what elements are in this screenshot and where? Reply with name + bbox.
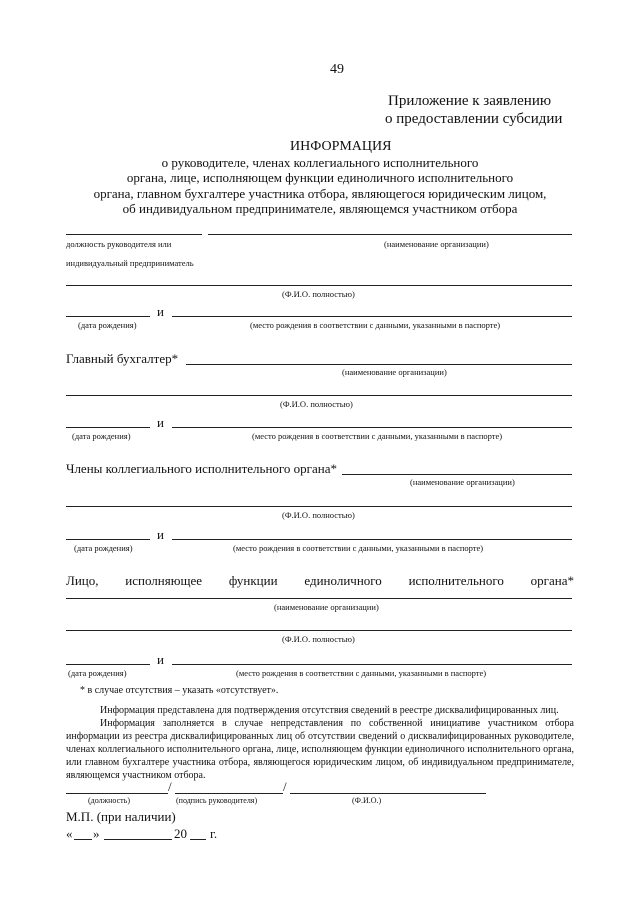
members-birthdate-caption: (дата рождения) xyxy=(74,543,133,553)
signature-position-line[interactable] xyxy=(66,793,168,794)
sole-fio-caption: (Ф.И.О. полностью) xyxy=(282,634,355,644)
accountant-label: Главный бухгалтер* xyxy=(66,351,179,366)
accountant-birthdate-caption: (дата рождения) xyxy=(72,431,131,441)
accountant-and-label: и xyxy=(157,415,164,430)
sole-label-word-1: Лицо, xyxy=(66,573,99,588)
appendix-line-1: Приложение к заявлению xyxy=(388,93,552,109)
doc-subtitle-line-3: органа, главном бухгалтере участника отбора, являющегося юридическим лицом, xyxy=(93,186,547,201)
sole-org-line[interactable] xyxy=(66,598,572,599)
accountant-org-line[interactable] xyxy=(186,364,572,365)
signature-sign-caption: (подпись руководителя) xyxy=(176,796,258,805)
head-birthplace-caption: (место рождения в соответствии с данными, указанными в паспорте) xyxy=(250,320,501,330)
sole-birthplace-line[interactable] xyxy=(172,664,572,665)
head-birthdate-line[interactable] xyxy=(66,316,150,317)
members-label: Члены коллегиального исполнительного органа* xyxy=(66,461,338,476)
signature-fio-line[interactable] xyxy=(290,793,486,794)
head-org-line[interactable] xyxy=(208,234,572,235)
sole-birthdate-caption: (дата рождения) xyxy=(68,668,127,678)
members-fio-caption: (Ф.И.О. полностью) xyxy=(282,510,355,520)
doc-subtitle-line-2: органа, лице, исполняющем функции единоличного исполнительного xyxy=(126,170,514,185)
members-org-caption: (наименование организации) xyxy=(410,477,515,487)
date-month-field[interactable] xyxy=(104,839,172,840)
signature-sign-line[interactable] xyxy=(175,793,283,794)
sole-birthplace-caption: (место рождения в соответствии с данными, указанными в паспорте) xyxy=(236,668,487,678)
sole-label xyxy=(66,573,574,589)
signature-slash-1: / xyxy=(168,779,172,794)
appendix-line-2: о предоставлении субсидии xyxy=(385,111,563,127)
doc-subtitle-line-1: о руководителе, членах коллегиального исполнительного xyxy=(161,155,479,170)
page-number: 49 xyxy=(330,62,344,77)
accountant-org-caption: (наименование организации) xyxy=(342,367,447,377)
head-fio-line[interactable] xyxy=(66,285,572,286)
date-close-quote: » xyxy=(93,826,100,841)
sole-label-word-2: исполняющее xyxy=(125,573,202,588)
members-birthplace-line[interactable] xyxy=(172,539,572,540)
doc-title: ИНФОРМАЦИЯ xyxy=(290,139,392,154)
accountant-birthdate-line[interactable] xyxy=(66,427,150,428)
date-year-suffix: г. xyxy=(210,826,218,841)
head-and-label: и xyxy=(157,304,164,319)
date-line xyxy=(66,826,266,844)
members-org-line[interactable] xyxy=(342,474,572,475)
sole-label-word-3: функции xyxy=(228,573,278,588)
signature-position-caption: (должность) xyxy=(88,796,130,805)
head-birthdate-caption: (дата рождения) xyxy=(78,320,137,330)
doc-subtitle-line-4: об индивидуальном предпринимателе, являющемся участником отбора xyxy=(122,201,518,216)
date-day-field[interactable] xyxy=(74,839,92,840)
sole-fio-line[interactable] xyxy=(66,630,572,631)
members-fio-line[interactable] xyxy=(66,506,572,507)
date-open-quote: « xyxy=(66,826,73,841)
head-position-line[interactable] xyxy=(66,234,202,235)
head-ip-caption: индивидуальный предприниматель xyxy=(66,258,194,268)
sole-and-label: и xyxy=(157,652,164,667)
head-position-caption: должность руководителя или xyxy=(66,239,172,249)
accountant-fio-line[interactable] xyxy=(66,395,572,396)
note-paragraph-1: Информация представлена для подтверждения отсутствия сведений в реестре дисквалифицированных лиц. xyxy=(100,705,559,716)
accountant-birthplace-caption: (место рождения в соответствии с данными, указанными в паспорте) xyxy=(252,431,503,441)
date-year-prefix: 20 xyxy=(174,826,187,841)
members-and-label: и xyxy=(157,527,164,542)
sole-label-word-4: единоличного xyxy=(304,573,382,588)
stamp-note: М.П. (при наличии) xyxy=(66,809,176,824)
note-paragraph-2: Информация заполняется в случае непредставления по собственной инициативе участником отбора информации из реестра дисквалифицированных лиц об отсутствии сведений о дисквалифицированных руководителе, членах коллегиального исполнительного органа, лице, исполняющем функции единоличного исполнительного органа, или главном бухгалтере участника отбора, являющегося юридическим лицом, об индивидуальном предпринимателе, являющемся участником отбора. xyxy=(66,718,574,781)
head-org-caption: (наименование организации) xyxy=(384,239,489,249)
signature-slash-2: / xyxy=(283,779,287,794)
sole-birthdate-line[interactable] xyxy=(66,664,150,665)
sole-org-caption: (наименование организации) xyxy=(274,602,379,612)
signature-fio-caption: (Ф.И.О.) xyxy=(352,796,382,805)
head-birthplace-line[interactable] xyxy=(172,316,572,317)
sole-label-word-6: органа* xyxy=(530,573,574,588)
members-birthplace-caption: (место рождения в соответствии с данными, указанными в паспорте) xyxy=(233,543,484,553)
accountant-fio-caption: (Ф.И.О. полностью) xyxy=(280,399,353,409)
footnote: * в случае отсутствия – указать «отсутствует». xyxy=(80,685,279,696)
sole-label-word-5: исполнительного xyxy=(408,573,504,588)
accountant-birthplace-line[interactable] xyxy=(172,427,572,428)
date-year-field[interactable] xyxy=(190,839,206,840)
head-fio-caption: (Ф.И.О. полностью) xyxy=(282,289,355,299)
members-birthdate-line[interactable] xyxy=(66,539,150,540)
